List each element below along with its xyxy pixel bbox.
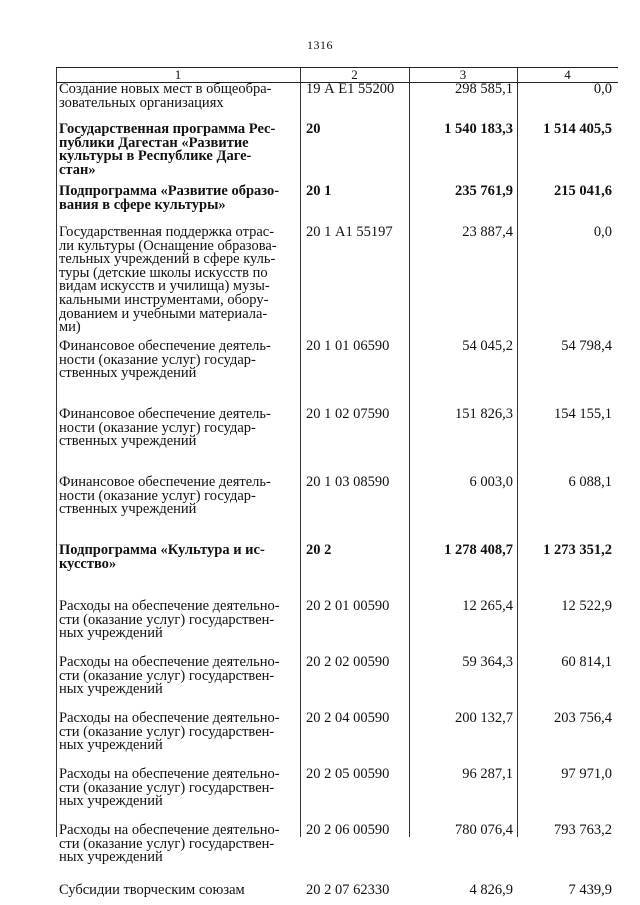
row-value-col3: 1 540 183,3 xyxy=(444,121,513,137)
row-code: 20 2 02 00590 xyxy=(306,654,390,670)
row-value-col4: 0,0 xyxy=(593,81,612,97)
row-value-col4: 215 041,6 xyxy=(554,183,612,199)
row-code: 20 1 А1 55197 xyxy=(306,224,393,240)
row-value-col3: 235 761,9 xyxy=(455,183,513,199)
row-name: Подпрограмма «Развитие образо- вания в сфере культуры» xyxy=(59,183,280,213)
column-divider xyxy=(56,67,57,837)
row-name: Расходы на обеспечение деятельно- сти (оказание услуг) государствен- ных учреждений xyxy=(59,822,280,866)
row-name: Создание новых мест в общеобра- зовательных организациях xyxy=(59,81,272,111)
row-name: Подпрограмма «Культура и ис- кусство» xyxy=(59,542,265,572)
row-value-col4: 154 155,1 xyxy=(554,406,612,422)
row-value-col3: 151 826,3 xyxy=(455,406,513,422)
row-code: 20 1 01 06590 xyxy=(306,338,390,354)
row-name: Государственная поддержка отрас- ли культуры (Оснащение образова- тельных учреждений в сфере куль- туры (детские школы искусств по видам искусств и училища) музы- кальными инструментами, обору- дованием и учебными материала- ми) xyxy=(59,224,277,336)
row-value-col4: 793 763,2 xyxy=(554,822,612,838)
row-code: 20 2 04 00590 xyxy=(306,710,390,726)
row-value-col3: 6 003,0 xyxy=(469,474,513,490)
row-value-col3: 12 265,4 xyxy=(462,598,513,614)
row-value-col3: 200 132,7 xyxy=(455,710,513,726)
row-code: 20 xyxy=(306,121,321,137)
row-value-col3: 780 076,4 xyxy=(455,822,513,838)
column-header: 3 xyxy=(459,67,467,82)
row-value-col4: 97 971,0 xyxy=(561,766,612,782)
row-name: Финансовое обеспечение деятель- ности (оказание услуг) государ- ственных учреждений xyxy=(59,474,271,518)
row-name: Государственная программа Рес- публики Дагестан «Развитие культуры в Республике Даге- стан» xyxy=(59,121,276,178)
row-value-col4: 6 088,1 xyxy=(568,474,612,490)
row-code: 20 1 02 07590 xyxy=(306,406,390,422)
column-divider xyxy=(300,67,301,837)
row-name: Субсидии творческим союзам xyxy=(59,882,245,898)
row-value-col3: 1 278 408,7 xyxy=(444,542,513,558)
row-value-col4: 1 514 405,5 xyxy=(543,121,612,137)
row-value-col4: 60 814,1 xyxy=(561,654,612,670)
column-header: 1 xyxy=(174,67,182,82)
budget-table xyxy=(56,67,618,898)
row-value-col4: 54 798,4 xyxy=(561,338,612,354)
row-name: Расходы на обеспечение деятельно- сти (оказание услуг) государствен- ных учреждений xyxy=(59,598,280,642)
row-value-col4: 1 273 351,2 xyxy=(543,542,612,558)
row-value-col3: 54 045,2 xyxy=(462,338,513,354)
row-code: 20 1 xyxy=(306,183,332,199)
row-code: 20 2 06 00590 xyxy=(306,822,390,838)
row-value-col4: 0,0 xyxy=(593,224,612,240)
row-name: Финансовое обеспечение деятель- ности (оказание услуг) государ- ственных учреждений xyxy=(59,406,271,450)
row-name: Финансовое обеспечение деятель- ности (оказание услуг) государ- ственных учреждений xyxy=(59,338,271,382)
row-value-col3: 4 826,9 xyxy=(469,882,513,898)
row-value-col3: 298 585,1 xyxy=(455,81,513,97)
row-value-col4: 203 756,4 xyxy=(554,710,612,726)
row-value-col4: 12 522,9 xyxy=(561,598,612,614)
row-name: Расходы на обеспечение деятельно- сти (оказание услуг) государствен- ных учреждений xyxy=(59,766,280,810)
row-code: 20 2 07 62330 xyxy=(306,882,390,898)
row-code: 20 2 01 00590 xyxy=(306,598,390,614)
row-code: 19 А Е1 55200 xyxy=(306,81,395,97)
column-divider xyxy=(517,67,518,837)
row-name: Расходы на обеспечение деятельно- сти (оказание услуг) государствен- ных учреждений xyxy=(59,654,280,698)
column-header: 4 xyxy=(564,67,571,82)
row-code: 20 2 xyxy=(306,542,332,558)
column-header: 2 xyxy=(351,67,358,82)
row-value-col3: 59 364,3 xyxy=(462,654,513,670)
row-value-col4: 7 439,9 xyxy=(568,882,612,898)
row-value-col3: 96 287,1 xyxy=(462,766,513,782)
row-name: Расходы на обеспечение деятельно- сти (оказание услуг) государствен- ных учреждений xyxy=(59,710,280,754)
page-number: 1316 xyxy=(307,38,333,52)
row-code: 20 1 03 08590 xyxy=(306,474,390,490)
row-code: 20 2 05 00590 xyxy=(306,766,390,782)
column-divider xyxy=(409,67,410,837)
row-value-col3: 23 887,4 xyxy=(462,224,513,240)
